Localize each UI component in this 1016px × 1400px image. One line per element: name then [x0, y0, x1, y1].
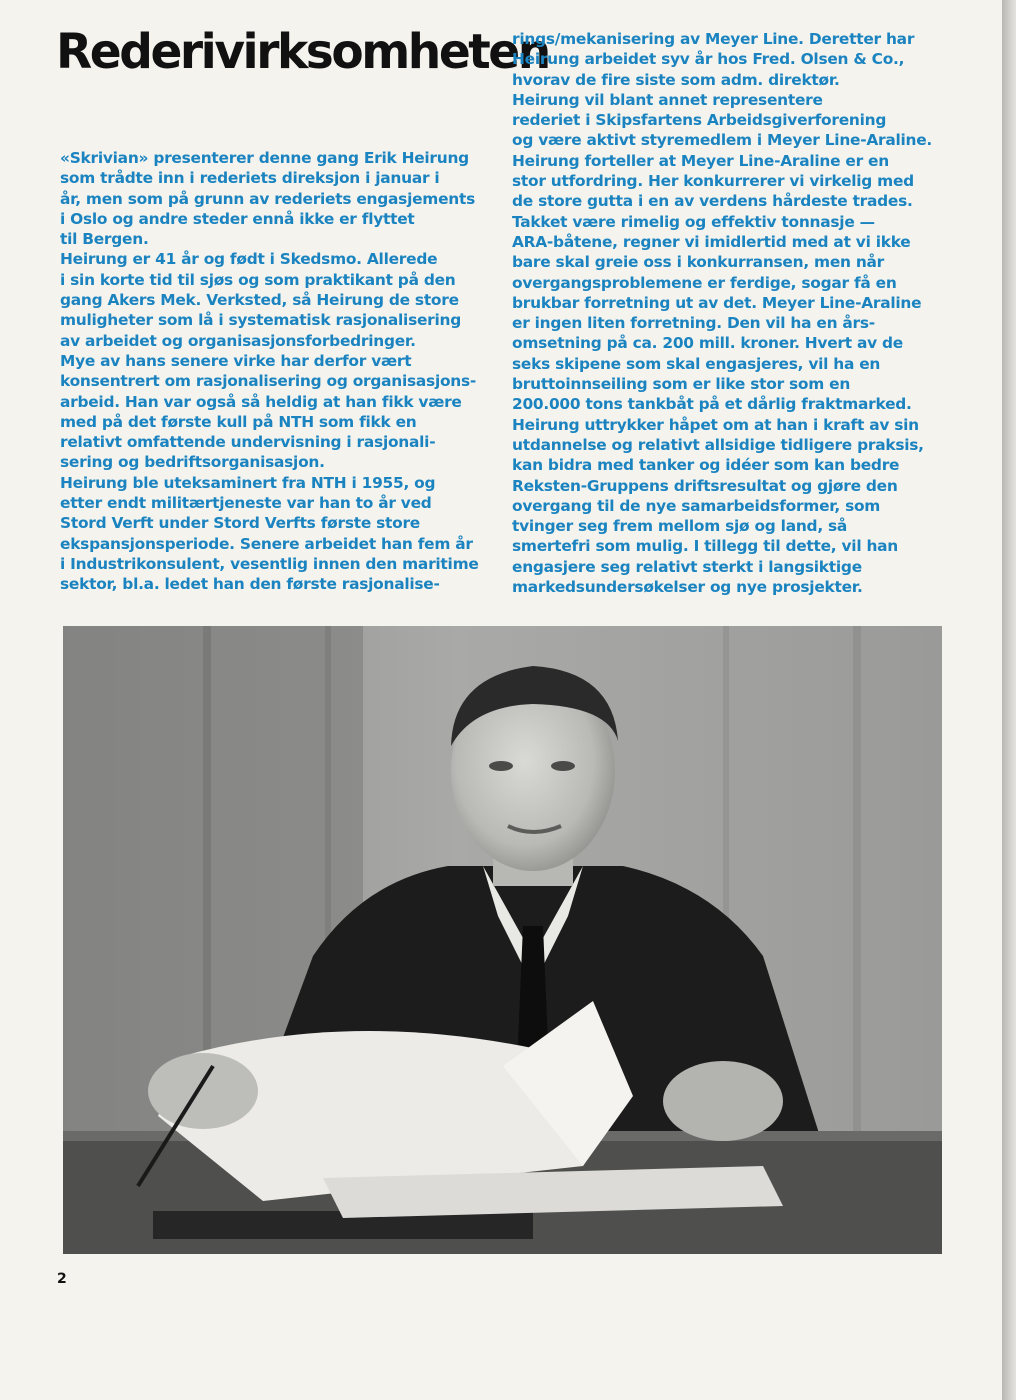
article-column-right: rings/mekanisering av Meyer Line. Deretter har Heirung arbeidet syv år hos Fred. Olsen & Co., hvorav de fire siste som adm. direktør. Heirung vil blant annet representere rederiet i Skipsfartens Arbeidsgiverforening og være aktivt styremedlem i Meyer Line-Araline. Heirung forteller at Meyer Line-Araline er en stor utfordring. Her konkurrerer vi virkelig med de store gutta i en av verdens hårdeste trades. Takket være rimelig og effektiv tonnasje — ARA-båtene, regner vi imidlertid med at vi ikke bare skal greie oss i konkurransen, men når overgangsproblemene er ferdige, sogar få en brukbar forretning ut av det. Meyer Line-Araline er ingen liten forretning. Den vil ha en års- omsetning på ca. 200 mill. kroner. Hvert av de seks skipene som skal engasjeres, vil ha en bruttoinnseiling som er like stor som en 200.000 tons tankbåt på et dårlig fraktmarked. Heirung uttrykker håpet om at han i kraft av sin utdannelse og relativt allsidige tidligere praksis, kan bidra med tanker og idéer som kan bedre Reksten-Gruppens driftsresultat og gjøre den overgang til de nye samarbeidsformer, som tvinger seg frem mellom sjø og land, så smertefri som mulig. I tillegg til dette, vil han engasjere seg relativt sterkt i langsiktige markedsundersøkelser og nye prosjekter. — [512, 30, 933, 597]
page-number: 2 — [57, 1271, 67, 1287]
page-edge-shadow — [1002, 0, 1016, 1400]
article-title: Rederivirksomheten — [56, 24, 549, 80]
article-column-left: «Skrivian» presenterer denne gang Erik Heirung som trådte inn i rederiets direksjon i januar i år, men som på grunn av rederiets engasjements i Oslo og andre steder ennå ikke er flyttet til Bergen. Heirung er 41 år og født i Skedsmo. Allerede i sin korte tid til sjøs og som praktikant på den gang Akers Mek. Verksted, så Heirung de store muligheter som lå i systematisk rasjonalisering av arbeidet og organisasjonsforbedringer. Mye av hans senere virke har derfor vært konsentrert om rasjonalisering og organisasjons- arbeid. Han var også så heldig at han fikk være med på det første kull på NTH som fikk en relativt omfattende undervisning i rasjonali- sering og bedriftsorganisasjon. Heirung ble uteksaminert fra NTH i 1955, og etter endt militærtjeneste var han to år ved Stord Verft under Stord Verfts første store ekspansjonsperiode. Senere arbeidet han fem år i Industrikonsulent, vesentlig innen den maritime sektor, bl.a. ledet han den første rasjonalise- — [60, 149, 479, 594]
portrait-photo — [63, 626, 942, 1254]
portrait-photo-image — [63, 626, 942, 1254]
